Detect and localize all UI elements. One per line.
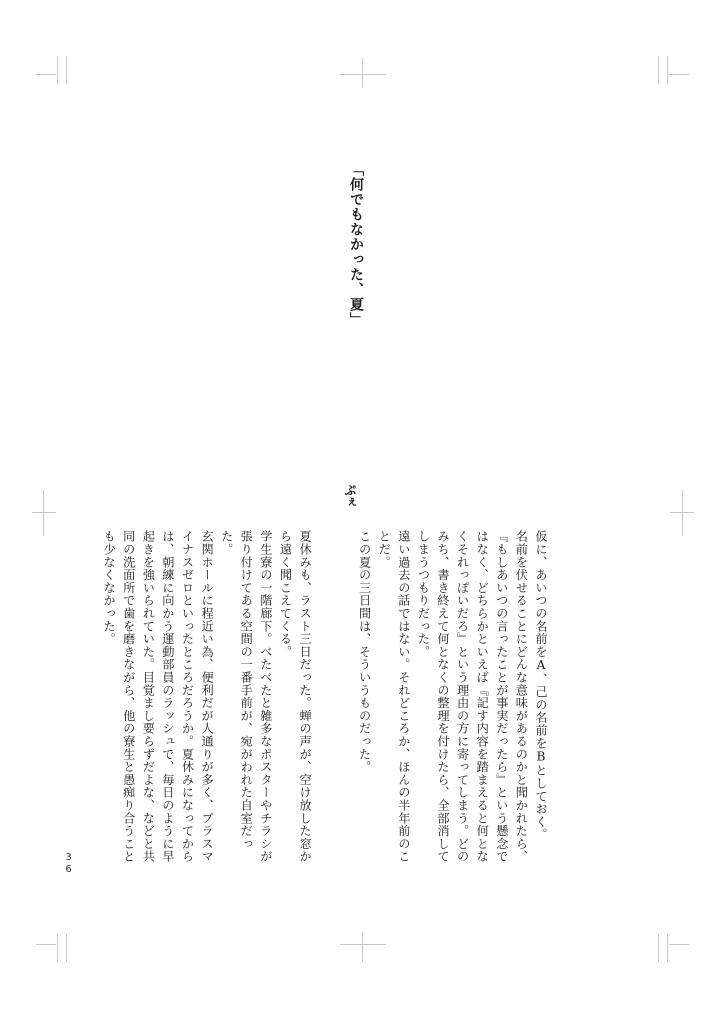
register-mark-left bbox=[32, 512, 56, 513]
crop-mark-top-right bbox=[658, 56, 659, 84]
crop-mark-top-right-h bbox=[669, 74, 689, 75]
crop-mark-top-left bbox=[57, 56, 58, 84]
crop-mark-top-left-h bbox=[36, 74, 56, 75]
paragraph: 玄関ホールに程近い為、便利だが人通りが多く、プラスマイナスゼロといったところだろうか。夏休みになってからは、朝練に向かう運動部員のラッシュで、毎日のように早起きを強いられていた。目覚まし要らずだよな、などと共同の洗面所で歯を磨きながら、他の寮生と愚痴り合うことも少なくなかった。 bbox=[102, 530, 215, 863]
paragraph: 夏休みも、ラスト三日だった。蝉の声が、空け放した窓から遠く聞こえてくる。 bbox=[278, 530, 313, 863]
crop-mark-top-right-inner bbox=[667, 56, 668, 84]
crop-mark-bottom-left bbox=[57, 934, 58, 962]
register-mark-bottom bbox=[340, 944, 386, 945]
author-name: ぷぇ bbox=[343, 484, 357, 508]
paragraph: 仮に、あいつの名前をA、己の名前をBとしておく。 bbox=[534, 530, 548, 841]
crop-mark-bottom-left-inner bbox=[66, 934, 67, 962]
paragraph: 遠い過去の話ではない。それどころか、ほんの半年前のことだ。 bbox=[377, 530, 411, 863]
crop-mark-top-left-inner bbox=[66, 56, 67, 84]
crop-mark-bottom-right-inner bbox=[667, 934, 668, 962]
register-mark-left-v bbox=[43, 490, 44, 536]
paragraph: この夏の三日間は、そういうものだった。 bbox=[357, 530, 372, 774]
crop-mark-bottom-left-h bbox=[36, 944, 56, 945]
register-mark-bottom-v bbox=[362, 932, 363, 962]
register-mark-top bbox=[340, 74, 386, 75]
register-mark-top-v bbox=[362, 58, 363, 88]
crop-mark-bottom-right-h bbox=[669, 944, 689, 945]
register-mark-right-v bbox=[682, 490, 683, 536]
paragraph: 学生寮の一階廊下。べたべたと雑多なポスターやチラシが張り付けてある空間の一番手前が、宛がわれた自室だった。 bbox=[219, 530, 273, 863]
page-number: 36 bbox=[63, 852, 74, 876]
body-text bbox=[102, 530, 550, 870]
section-gap bbox=[314, 530, 354, 870]
page-title: 「何でもなかった、夏」 bbox=[348, 162, 364, 327]
crop-mark-bottom-right bbox=[658, 934, 659, 962]
paragraph: 名前を伏せることにどんな意味があるのかと聞かれたら、『もしあいつの言ったことが事実だったら』という懸念ではなく、どちらかといえば『記す内容を踏まえると何となくそれっぽいだろ』という理由の方に寄ってしまう。どのみち、書き終えて何となくの整理を付けたら、全部消してしまうつもりだった。 bbox=[416, 530, 529, 863]
